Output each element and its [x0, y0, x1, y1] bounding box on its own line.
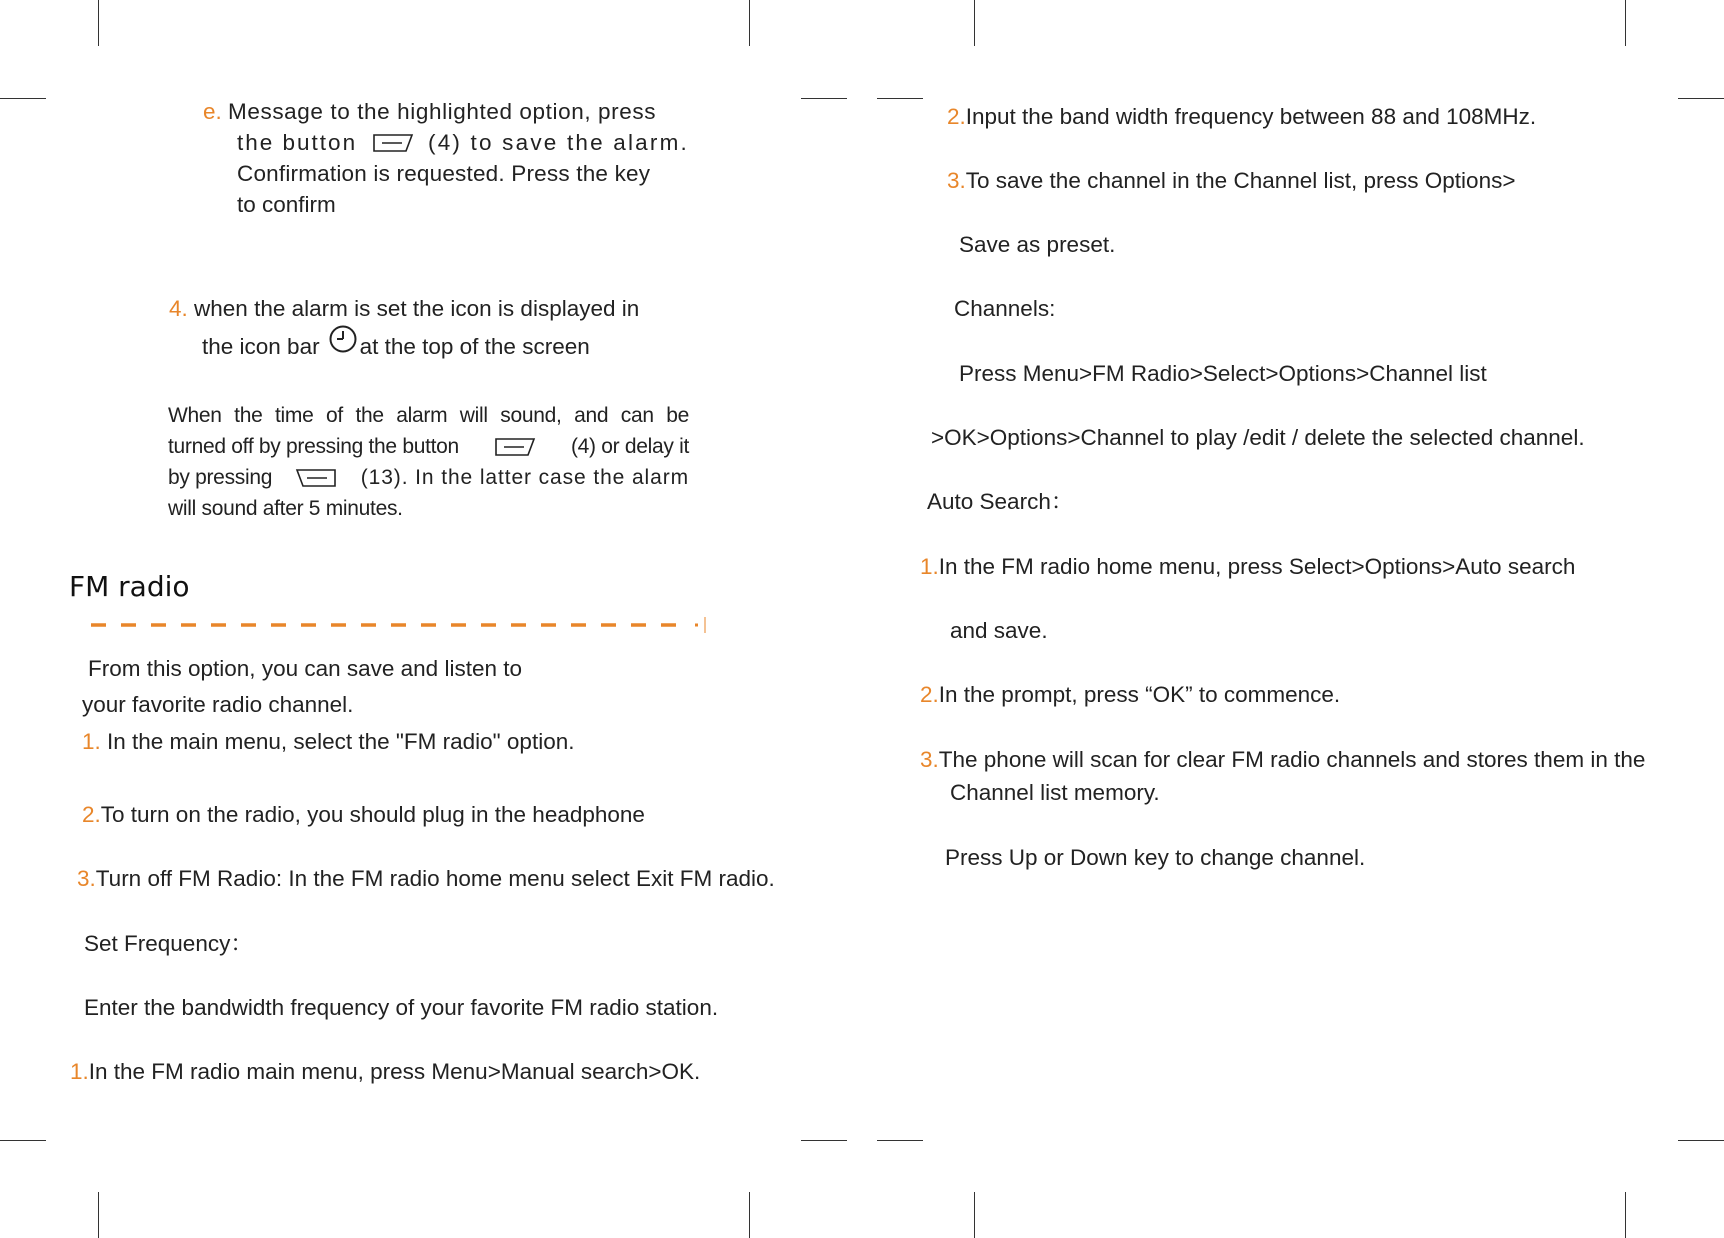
auto-search-label: Auto Search： [927, 489, 1074, 514]
step-4-line2 [202, 331, 590, 362]
step-e-text: the button [237, 130, 358, 155]
crop-mark [877, 1140, 923, 1141]
step-4-line1 [169, 293, 639, 324]
step-text: The phone will scan for clear FM radio channels and stores them in the [938, 747, 1646, 772]
crop-mark [801, 98, 847, 99]
alarm-note-line3 [168, 462, 689, 493]
step-4-number: 4. [169, 296, 188, 321]
auto-search-step-1-cont: and save. [950, 618, 1048, 643]
crop-mark [98, 0, 99, 46]
step-e-line4 [237, 189, 336, 220]
right-softkey-icon [295, 468, 337, 488]
auto-search-step-2 [920, 679, 1340, 710]
crop-mark [749, 1192, 750, 1238]
crop-mark [974, 0, 975, 46]
step-text: In the main menu, select the "FM radio" option. [100, 729, 575, 754]
alarm-note-text: by pressing [168, 466, 273, 489]
crop-mark [801, 1140, 847, 1141]
left-softkey-icon [372, 133, 414, 153]
fm-intro-line2: your favorite radio channel. [82, 692, 354, 717]
heading-divider [88, 615, 713, 635]
enter-bandwidth-text: Enter the bandwidth frequency of your favorite FM radio station. [84, 995, 719, 1020]
step-number: 3. [77, 866, 96, 891]
ok-options-text: >OK>Options>Channel to play /edit / delete the selected channel. [931, 425, 1585, 450]
alarm-note-line2 [168, 431, 689, 462]
press-menu-text: Press Menu>FM Radio>Select>Options>Channel list [959, 361, 1487, 386]
up-down-text: Press Up or Down key to change channel. [945, 845, 1366, 870]
crop-mark [0, 98, 46, 99]
crop-mark [1625, 0, 1626, 46]
step-e-line3 [237, 158, 650, 189]
step-text: In the prompt, press “OK” to commence. [938, 682, 1341, 707]
crop-mark [98, 1192, 99, 1238]
crop-mark [877, 98, 923, 99]
crop-mark [974, 1192, 975, 1238]
step-text: Input the band width frequency between 88 and 108MHz. [965, 104, 1537, 129]
fm-step-2 [82, 799, 645, 830]
set-frequency-label: Set Frequency： [84, 931, 253, 956]
step-e-number: e. [203, 99, 222, 124]
step-number: 2. [82, 802, 101, 827]
save-channel-step [947, 165, 1515, 196]
alarm-note-text: (13). In the latter case the alarm [360, 466, 689, 489]
step-number: 3. [947, 168, 966, 193]
clock-icon [328, 324, 358, 354]
step-number: 3. [920, 747, 939, 772]
step-4-text: the icon bar [202, 334, 320, 359]
fm-intro-line1: From this option, you can save and listen to [88, 656, 522, 681]
alarm-note-line4 [168, 493, 403, 524]
step-number: 1. [82, 729, 101, 754]
step-4-text: at the top of the screen [359, 334, 590, 359]
step-e-text: Message to the highlighted option, press [228, 99, 657, 124]
step-4-text: when the alarm is set the icon is displayed in [194, 296, 640, 321]
step-number: 1. [920, 554, 939, 579]
channels-label: Channels: [954, 296, 1056, 321]
auto-search-step-3-cont: Channel list memory. [950, 780, 1160, 805]
section-title: FM radio [69, 570, 190, 603]
alarm-note-text: (4) or delay it [570, 435, 689, 458]
step-number: 2. [920, 682, 939, 707]
auto-search-step-3 [920, 744, 1645, 775]
manual-search-step [70, 1056, 700, 1087]
step-text: In the FM radio home menu, press Select>Options>Auto search [938, 554, 1576, 579]
step-text: To turn on the radio, you should plug in the headphone [100, 802, 645, 827]
step-text: To save the channel in the Channel list, press Options> [965, 168, 1516, 193]
step-e-line2 [237, 127, 689, 158]
auto-search-step-1 [920, 551, 1575, 582]
alarm-note-text: turned off by pressing the button [168, 435, 459, 458]
step-e-text: Confirmation is requested. Press the key [237, 161, 651, 186]
left-softkey-icon [494, 437, 536, 457]
crop-mark [1678, 1140, 1724, 1141]
step-number: 2. [947, 104, 966, 129]
input-frequency-step [947, 101, 1536, 132]
fm-step-1 [82, 726, 574, 757]
step-e-text: (4) to save the alarm. [428, 130, 689, 155]
fm-step-3 [77, 863, 775, 894]
alarm-note-line1 [168, 400, 689, 431]
save-as-preset-text: Save as preset. [959, 232, 1116, 257]
alarm-note-text: When the time of the alarm will sound, and can be [168, 404, 689, 427]
crop-mark [0, 1140, 46, 1141]
step-e-text: to confirm [237, 192, 336, 217]
alarm-note-text: will sound after 5 minutes. [168, 497, 403, 520]
crop-mark [1678, 98, 1724, 99]
step-text: In the FM radio main menu, press Menu>Manual search>OK. [88, 1059, 701, 1084]
step-number: 1. [70, 1059, 89, 1084]
step-text: Turn off FM Radio: In the FM radio home menu select Exit FM radio. [95, 866, 775, 891]
crop-mark [749, 0, 750, 46]
step-e-line1 [203, 96, 689, 127]
crop-mark [1625, 1192, 1626, 1238]
